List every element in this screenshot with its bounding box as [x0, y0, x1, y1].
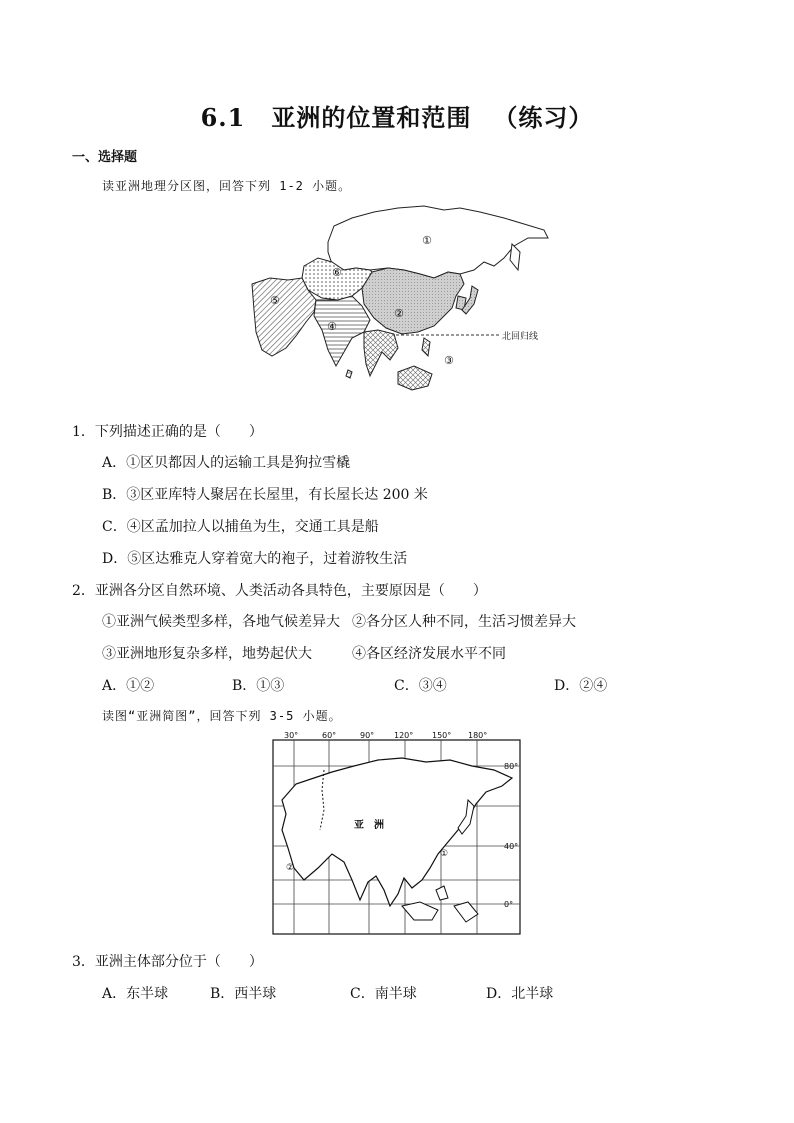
latitude-label-80: 80°: [504, 762, 519, 771]
region-west-asia: [252, 278, 316, 356]
page-title: [0, 98, 794, 133]
region-marker-6: ⑥: [332, 266, 342, 279]
philippines: [422, 338, 430, 356]
kamchatka-peninsula: [510, 244, 520, 270]
title-number: 6.1: [200, 103, 246, 132]
longitude-label-150: 150°: [432, 731, 452, 740]
title-text: 亚洲的位置和范围: [271, 103, 472, 132]
question-2-statement-1: ①亚洲气候类型多样，各地气候差异大: [102, 614, 340, 630]
question-2-statement-4: ④各区经济发展水平不同: [352, 646, 506, 662]
title-suffix: （练习）: [493, 103, 594, 132]
map-marker-1: ①: [440, 849, 449, 859]
longitude-label-180: 180°: [468, 731, 488, 740]
question-2-option-c: C．③④: [394, 678, 447, 694]
question-2-stem: 2．亚洲各分区自然环境、人类活动各具特色，主要原因是（ ）: [72, 583, 487, 599]
longitude-label-120: 120°: [394, 731, 414, 740]
region-marker-5: ⑤: [270, 294, 280, 307]
region-east-asia: [362, 268, 464, 334]
longitude-label-30: 30°: [284, 731, 299, 740]
question-2-statement-2: ②各分区人种不同，生活习惯差异大: [352, 614, 576, 630]
region-south-asia: [314, 296, 370, 366]
region-north-asia: [328, 206, 548, 278]
question-3-option-b: B．西半球: [210, 986, 277, 1002]
asia-sketch-map: [272, 730, 522, 938]
question-1-option-d: D．⑤区达雅克人穿着宽大的袍子，过着游牧生活: [102, 551, 408, 567]
region-marker-4: ④: [327, 320, 337, 333]
question-2-option-d: D．②④: [554, 678, 608, 694]
question-1-option-a: A．①区贝都因人的运输工具是狗拉雪橇: [102, 455, 351, 471]
region-marker-3: ③: [444, 354, 454, 367]
section-heading: 一、选择题: [72, 150, 138, 165]
region-marker-1: ①: [422, 234, 432, 247]
question-2-option-b: B．①③: [232, 678, 285, 694]
map-marker-2: ②: [286, 863, 295, 873]
intro-text-1: 读亚洲地理分区图，回答下列 1-2 小题。: [102, 179, 352, 193]
southeast-asia-islands: [398, 366, 432, 390]
question-2-statement-3: ③亚洲地形复杂多样，地势起伏大: [102, 646, 312, 662]
region-southeast-asia: [364, 330, 398, 376]
asia-regions-map: [248, 200, 550, 412]
sri-lanka: [346, 370, 352, 378]
latitude-label-0: 0°: [504, 900, 514, 909]
continent-label: 亚 洲: [354, 820, 384, 831]
question-3-stem: 3．亚洲主体部分位于（ ）: [72, 954, 263, 970]
region-marker-2: ②: [394, 307, 404, 320]
longitude-label-90: 90°: [360, 731, 375, 740]
longitude-label-60: 60°: [322, 731, 337, 740]
question-1-stem: 1．下列描述正确的是（ ）: [72, 424, 263, 440]
tropic-of-cancer-label: 北回归线: [502, 332, 539, 342]
question-1-option-b: B．③区亚库特人聚居在长屋里，有长屋长达 200 米: [102, 487, 428, 503]
question-2-option-a: A．①②: [102, 678, 155, 694]
question-3-option-a: A．东半球: [102, 986, 169, 1002]
question-3-option-d: D．北半球: [486, 986, 554, 1002]
question-1-option-c: C．④区孟加拉人以捕鱼为生，交通工具是船: [102, 519, 379, 535]
intro-text-2: 读图“亚洲简图”，回答下列 3-5 小题。: [102, 709, 342, 723]
question-3-option-c: C．南半球: [350, 986, 417, 1002]
latitude-label-40: 40°: [504, 842, 519, 851]
